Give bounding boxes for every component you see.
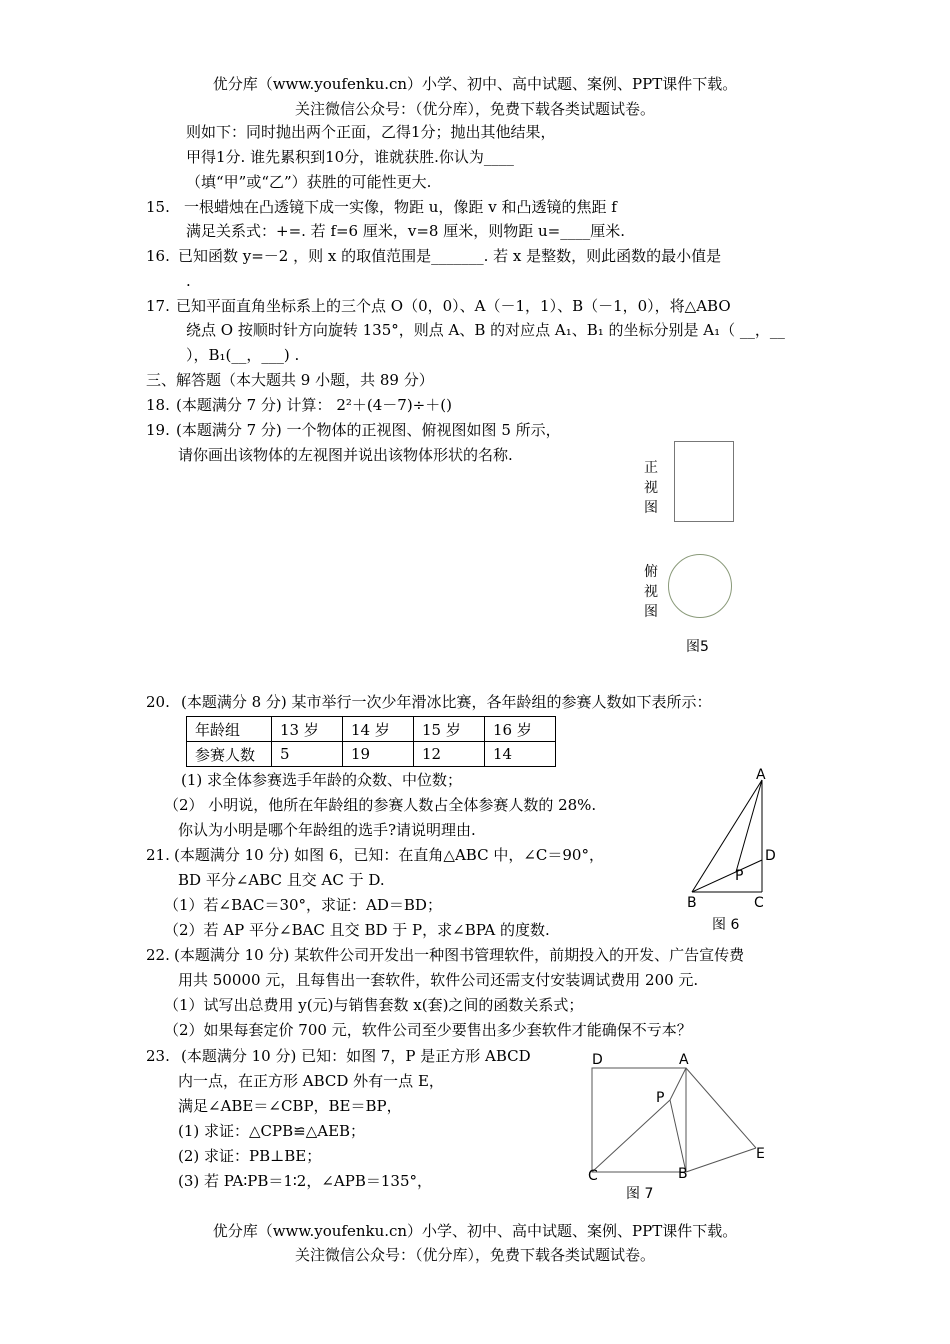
fig6-label-p: P [735,868,744,884]
table-cell: 15 岁 [414,717,485,742]
fig6-label-d: D [765,848,776,864]
q22-part-1: （1）试写出总费用 y(元)与销售套数 x(套)之间的函数关系式； [164,996,584,1014]
table-row [187,742,556,767]
q14-line-3: （填“甲”或“乙”）获胜的可能性更大. [186,173,432,191]
q20-part-2: （2） 小明说，他所在年龄组的参赛人数占全体参赛人数的 28%. [164,796,597,814]
fig5-top-view-circle [668,554,732,618]
fig6-label-a: A [756,767,766,783]
q15-line-2: 满足关系式：+=. 若 f=6 厘米，v=8 厘米，则物距 u=____厘米. [186,222,625,240]
table-cell: 参赛人数 [187,742,272,767]
fig5-top-label-char: 视 [644,584,658,600]
q21-line-2: BD 平分∠ABC 且交 AC 于 D. [178,871,385,889]
q21-part-2: （2）若 AP 平分∠BAC 且交 BD 于 P，求∠BPA 的度数. [164,921,550,939]
q14-line-1: 则如下：同时抛出两个正面，乙得1分；抛出其他结果， [186,123,556,141]
q22-number: 22. [146,946,170,964]
q21-number: 21. [146,846,170,864]
q19-number: 19. [146,421,170,439]
q16-number: 16. [146,247,170,265]
fig7-segment-be [686,1148,756,1172]
table-cell: 12 [414,742,485,767]
fig7-label-c: C [588,1168,598,1184]
fig7-label-d: D [592,1052,603,1068]
fig6-label-c: C [754,895,764,911]
q19-line-1: (本题满分 7 分) 一个物体的正视图、俯视图如图 5 所示， [176,421,561,439]
header-line-1: 优分库（www.youfenku.cn）小学、初中、高中试题、案例、PPT课件下载。 [212,75,738,93]
q21-line-1: (本题满分 10 分) 如图 6，已知：在直角△ABC 中，∠C＝90°， [174,846,604,864]
fig7-label-b: B [678,1166,688,1182]
q20-number: 20. [146,693,170,711]
fig5-front-label [644,458,660,518]
fig5-front-label-char: 正 [644,460,658,476]
table-row [187,717,556,742]
table-cell: 13 岁 [272,717,343,742]
fig6-side-ab [692,780,762,892]
fig5-front-label-char: 视 [644,480,658,496]
fig5-top-label-char: 图 [644,604,658,620]
q22-line-1: (本题满分 10 分) 某软件公司开发出一种图书管理软件，前期投入的开发、广告宣传费 [174,946,745,964]
table-cell: 14 岁 [343,717,414,742]
fig5-top-label [644,562,660,622]
fig7-label-a: A [679,1052,689,1068]
fig7-segment-cp [592,1100,670,1172]
q23-part-3: (3) 若 PA∶PB＝1∶2，∠APB＝135°， [178,1172,432,1190]
fig7-label-p: P [656,1090,665,1106]
fig7-segment-pa [670,1068,686,1100]
q17-number: 17. [146,297,170,315]
header-line-2: 关注微信公众号：（优分库），免费下载各类试题试卷。 [294,100,655,118]
q23-line-3: 满足∠ABE＝∠CBP，BE＝BP， [178,1097,402,1115]
q19-line-2: 请你画出该物体的左视图并说出该物体形状的名称. [178,446,513,464]
q18-number: 18. [146,396,170,414]
q23-number: 23. [146,1047,170,1065]
q17-line-1: 已知平面直角坐标系上的三个点 O（0，0）、A（－1，1）、B（－1，0），将△ABO [176,297,731,315]
q16-line-2: . [186,272,191,290]
table-cell: 19 [343,742,414,767]
footer-line-2: 关注微信公众号：（优分库），免费下载各类试题试卷。 [294,1246,655,1264]
q20-line-1: (本题满分 8 分) 某市举行一次少年滑冰比赛，各年龄组的参赛人数如下表所示： [181,693,712,711]
q23-line-1: (本题满分 10 分) 已知：如图 7，P 是正方形 ABCD [181,1047,531,1065]
fig5-caption: 图5 [686,639,709,655]
q18-text: (本题满分 7 分) 计算： 2²＋(4－7)÷＋() [176,396,452,414]
table-cell: 14 [485,742,556,767]
footer-line-1: 优分库（www.youfenku.cn）小学、初中、高中试题、案例、PPT课件下载。 [212,1222,738,1240]
q23-line-2: 内一点，在正方形 ABCD 外有一点 E， [178,1072,444,1090]
q22-part-2: （2）如果每套定价 700 元，软件公司至少要售出多少套软件才能确保不亏本？ [164,1021,692,1039]
q23-part-1: (1) 求证：△CPB≌△AEB； [178,1122,366,1140]
table-cell: 年龄组 [187,717,272,742]
q17-line-2: 绕点 O 按顺时针方向旋转 135°，则点 A、B 的对应点 A₁、B₁ 的坐标分别是 A₁（ __，__ [186,321,785,339]
fig7-segment-pb [670,1100,686,1172]
q21-part-1: （1）若∠BAC＝30°，求证：AD＝BD； [164,896,442,914]
age-group-table [186,716,556,767]
table-cell: 16 岁 [485,717,556,742]
fig6-caption: 图 6 [712,917,740,933]
q14-line-2: 甲得1分. 谁先累积到10分，谁就获胜.你认为____ [186,148,514,166]
fig7-square-diagram [580,1060,780,1180]
fig5-front-label-char: 图 [644,500,658,516]
q15-number: 15. [146,198,170,216]
q15-line-1: 一根蜡烛在凸透镜下成一实像，物距 u，像距 v 和凸透镜的焦距 f [184,198,617,216]
q23-part-2: (2) 求证：PB⊥BE； [178,1147,322,1165]
fig5-top-label-char: 俯 [644,564,658,580]
section-3-title: 三、解答题（本大题共 9 小题，共 89 分） [146,371,434,389]
fig6-bisector-ap [736,780,762,872]
q20-part-2-cont: 你认为小明是哪个年龄组的选手?请说明理由. [178,821,476,839]
fig7-caption: 图 7 [626,1186,654,1202]
q16-line-1: 已知函数 y=－2 ，则 x 的取值范围是_______. 若 x 是整数，则此函数的最小值是 [178,247,722,265]
table-cell: 5 [272,742,343,767]
fig7-segment-ae [686,1068,756,1148]
fig5-front-view-rect [674,441,734,522]
fig7-label-e: E [756,1146,765,1162]
q20-part-1: (1) 求全体参赛选手年龄的众数、中位数； [181,771,463,789]
fig6-label-b: B [687,895,697,911]
fig7-square-abcd [592,1068,686,1172]
q17-line-3: ），B₁(__，___) . [186,346,300,364]
q22-line-2: 用共 50000 元，且每售出一套软件，软件公司还需支付安装调试费用 200 元. [178,971,699,989]
